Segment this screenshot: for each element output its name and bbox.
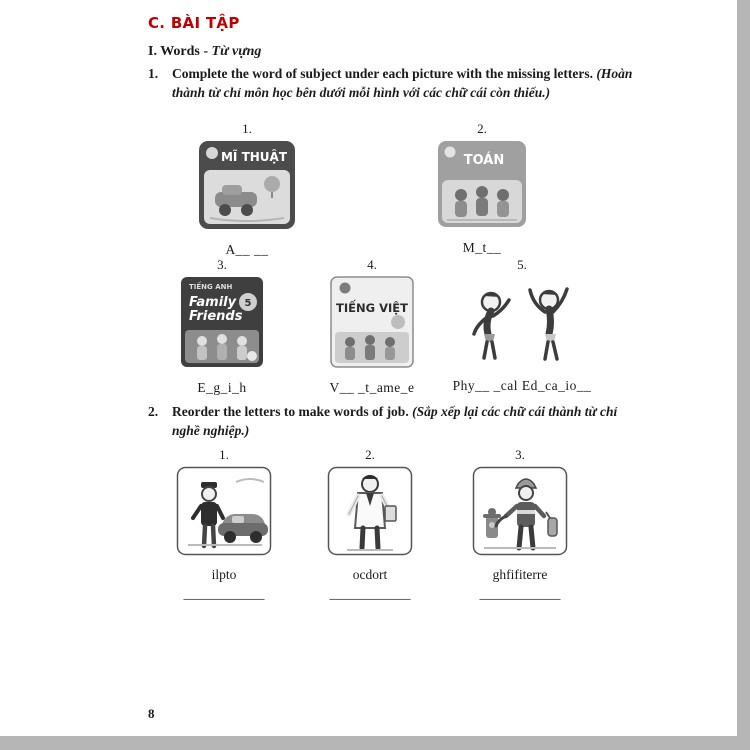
answer-line: ____________: [329, 586, 411, 602]
book-title-line1-text: Family: [189, 295, 237, 311]
exercise2-item-2: [316, 448, 424, 602]
scan-edge-bottom: [0, 736, 750, 750]
exercise2-instruction-text: [172, 402, 644, 440]
exercise2-number: 2.: [148, 404, 159, 419]
english-textbook-image: [180, 276, 264, 373]
exercise1-item-1: [192, 122, 302, 258]
part-heading: [148, 44, 261, 60]
item-number: 2.: [365, 447, 375, 462]
exercise1-item-4: [316, 258, 428, 396]
book-series-text: TIẾNG ANH: [189, 283, 233, 292]
publisher-logo-icon: [206, 147, 218, 159]
item-number: 5.: [517, 257, 527, 272]
item-number: 4.: [367, 257, 377, 272]
scrambled-word: ilpto: [211, 567, 237, 583]
scrambled-word: ghfifiterre: [492, 567, 548, 583]
item-number: 3.: [217, 257, 227, 272]
page-number: 8: [148, 706, 155, 721]
answer-blanks: M_t__: [462, 240, 502, 256]
answer-blanks: A__ __: [225, 242, 269, 258]
art-textbook-image: [198, 140, 296, 235]
exercise1-item-3: [166, 258, 278, 396]
answer-line: ____________: [183, 586, 265, 602]
answer-blanks: E_g_i_h: [197, 380, 247, 396]
doctor-image: [327, 466, 413, 561]
answer-line: ____________: [479, 586, 561, 602]
exercise2-instruction-en: Reorder the letters to make words of job.: [172, 404, 413, 419]
pilot-image: [176, 466, 272, 561]
publisher-logo-icon: [247, 351, 257, 361]
scan-edge-right: [737, 0, 750, 750]
exercise1-item-2: [428, 122, 536, 256]
book-level-text: 5: [244, 298, 252, 310]
answer-blanks: V__ _t_ame_e: [329, 380, 415, 396]
publisher-logo-icon: [340, 283, 351, 294]
scrambled-word: ocdort: [352, 567, 388, 583]
book-title-line2-text: Friends: [189, 309, 243, 325]
part-heading-separator: -: [199, 44, 212, 59]
item-number: 1.: [242, 121, 252, 136]
item-number: 1.: [219, 447, 229, 462]
children-exercising-image: [457, 276, 587, 371]
firefighter-image: [472, 466, 568, 561]
exercise1-instruction: [148, 64, 648, 102]
item-number: 2.: [477, 121, 487, 136]
exercise1-instruction-text: [172, 64, 644, 102]
answer-blanks: Phy__ _cal Ed_ca_io__: [452, 378, 592, 394]
exercise2-instruction: [148, 402, 648, 440]
section-title: C. BÀI TẬP: [148, 14, 240, 32]
exercise2-item-1: [168, 448, 280, 602]
book-title-text: TOÁN: [463, 153, 505, 169]
exercise1-number: 1.: [148, 66, 159, 81]
book-title-text: TIẾNG VIỆT: [336, 301, 408, 316]
part-heading-vi: Từ vựng: [211, 44, 262, 59]
exercise2-item-3: [464, 448, 576, 602]
exercise1-instruction-vi: (Hoàn thành từ chỉ môn học bên dưới mỗi hình với các chữ cái còn thiếu.): [172, 66, 633, 101]
book-title-text: MĨ THUẬT: [220, 150, 288, 165]
vietnamese-textbook-image: [330, 276, 414, 373]
exercise1-instruction-en: Complete the word of subject under each picture with the missing letters.: [172, 66, 597, 81]
exercise1-item-5: [442, 258, 602, 394]
math-textbook-image: [437, 140, 527, 233]
item-number: 3.: [515, 447, 525, 462]
part-heading-en: I. Words: [148, 44, 200, 59]
publisher-logo-icon: [445, 147, 456, 158]
exercise2-instruction-vi: (Sắp xếp lại các chữ cái thành từ chỉ nghề nghiệp.): [172, 404, 618, 439]
